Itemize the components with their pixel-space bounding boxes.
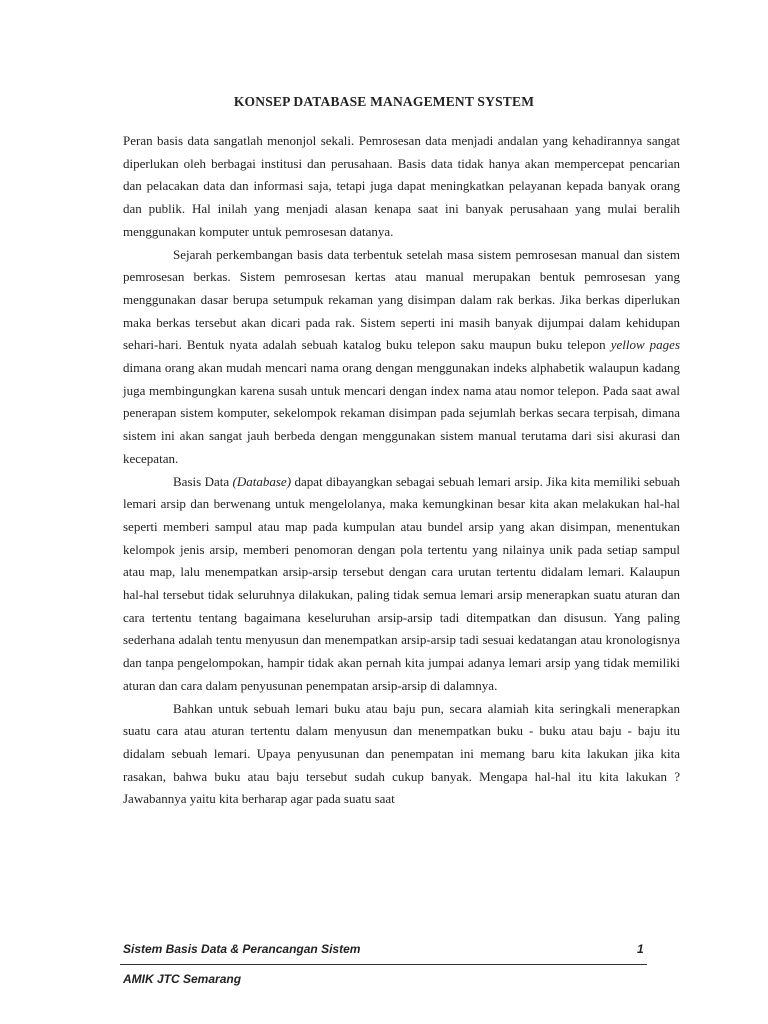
paragraph-text: dimana orang akan mudah mencari nama orang dengan menggunakan indeks alphabetik walaupun kadang juga membingungkan karena susah untuk mencari dengan index nama atau nomor telepon. Pada saat awal penerapan sistem komputer, sekelompok rekaman disimpan pada sejumlah berkas secara terpisah, dimana sistem ini akan sangat jauh berbeda dengan menggunakan sistem manual terutama dari sisi akurasi dan kecepatan.	[123, 360, 680, 466]
document-title: KONSEP DATABASE MANAGEMENT SYSTEM	[233, 94, 535, 109]
document-body	[123, 130, 680, 811]
paragraph-text: dapat dibayangkan sebagai sebuah lemari arsip. Jika kita memiliki sebuah lemari arsip dan berwenang untuk mengelolanya, maka kemungkinan besar kita akan melakukan hal-hal seperti memberi sampul atau map pada kumpulan atau bundel arsip yang akan disimpan, menentukan kelompok jenis arsip, memberi penomoran dengan pola tertentu yang nilainya unik pada setiap sampul atau map, lalu menempatkan arsip-arsip tersebut dengan cara urutan tertentu didalam lemari. Kalaupun hal-hal tersebut tidak seluruhnya dilakukan, paling tidak semua lemari arsip menerapkan suatu aturan dan cara tertentu tentang bagaimana keseluruhan arsip-arsip tadi ditempatkan dan disusun. Yang paling sederhana adalah tentu menyusun dan menempatkan arsip-arsip tadi sesuai kedatangan atau kronologisnya dan tanpa pengelompokan, hampir tidak akan pernah kita jumpai adanya lemari arsip yang tidak memiliki aturan dan cara dalam penyusunan penempatan arsip-arsip di dalamnya.	[123, 473, 680, 693]
italic-term: yellow pages	[610, 337, 681, 353]
footer-divider	[120, 964, 647, 965]
paragraph-text: Peran basis data sangatlah menonjol sekali. Pemrosesan data menjadi andalan yang kehadirannya sangat diperlukan oleh berbagai institusi dan perusahaan. Basis data tidak hanya akan mempercepat pencarian dan pelacakan data dan informasi saja, tetapi juga dapat meningkatkan pelayanan kepada banyak orang dan publik. Hal inilah yang menjadi alasan kenapa saat ini banyak perusahaan yang mulai beralih menggunakan komputer untuk pemrosesan datanya.	[123, 133, 680, 239]
paragraph-2	[123, 244, 680, 471]
paragraph-text: Sejarah perkembangan basis data terbentuk setelah masa sistem pemrosesan manual dan sistem pemrosesan berkas. Sistem pemrosesan kertas atau manual merupakan bentuk pemrosesan yang menggunakan dasar berupa setumpuk rekaman yang disimpan dalam rak berkas. Jika berkas diperlukan maka berkas tersebut akan dicari pada rak. Sistem seperti ini masih banyak dijumpai dalam kehidupan sehari-hari. Bentuk nyata adalah sebuah katalog buku telepon saku maupun buku telepon	[123, 246, 680, 353]
footer-page-number: 1	[637, 942, 644, 956]
footer-course-title: Sistem Basis Data & Perancangan Sistem	[123, 942, 361, 956]
paragraph-3	[123, 471, 680, 698]
italic-term: (Database)	[232, 473, 292, 489]
footer-institution: AMIK JTC Semarang	[123, 972, 242, 986]
paragraph-1	[123, 130, 680, 244]
paragraph-text: Basis Data	[173, 473, 233, 489]
paragraph-text: Bahkan untuk sebuah lemari buku atau baju pun, secara alamiah kita seringkali menerapkan suatu cara atau aturan tertentu dalam menyusun dan menempatkan buku - buku atau baju - baju itu didalam sebuah lemari. Upaya penyusunan dan penempatan ini memang baru kita lakukan jika kita rasakan, bahwa buku atau baju tersebut sudah cukup banyak. Mengapa hal-hal itu kita lakukan ? Jawabannya yaitu kita berharap agar pada suatu saat	[123, 700, 680, 807]
paragraph-4	[123, 698, 680, 812]
